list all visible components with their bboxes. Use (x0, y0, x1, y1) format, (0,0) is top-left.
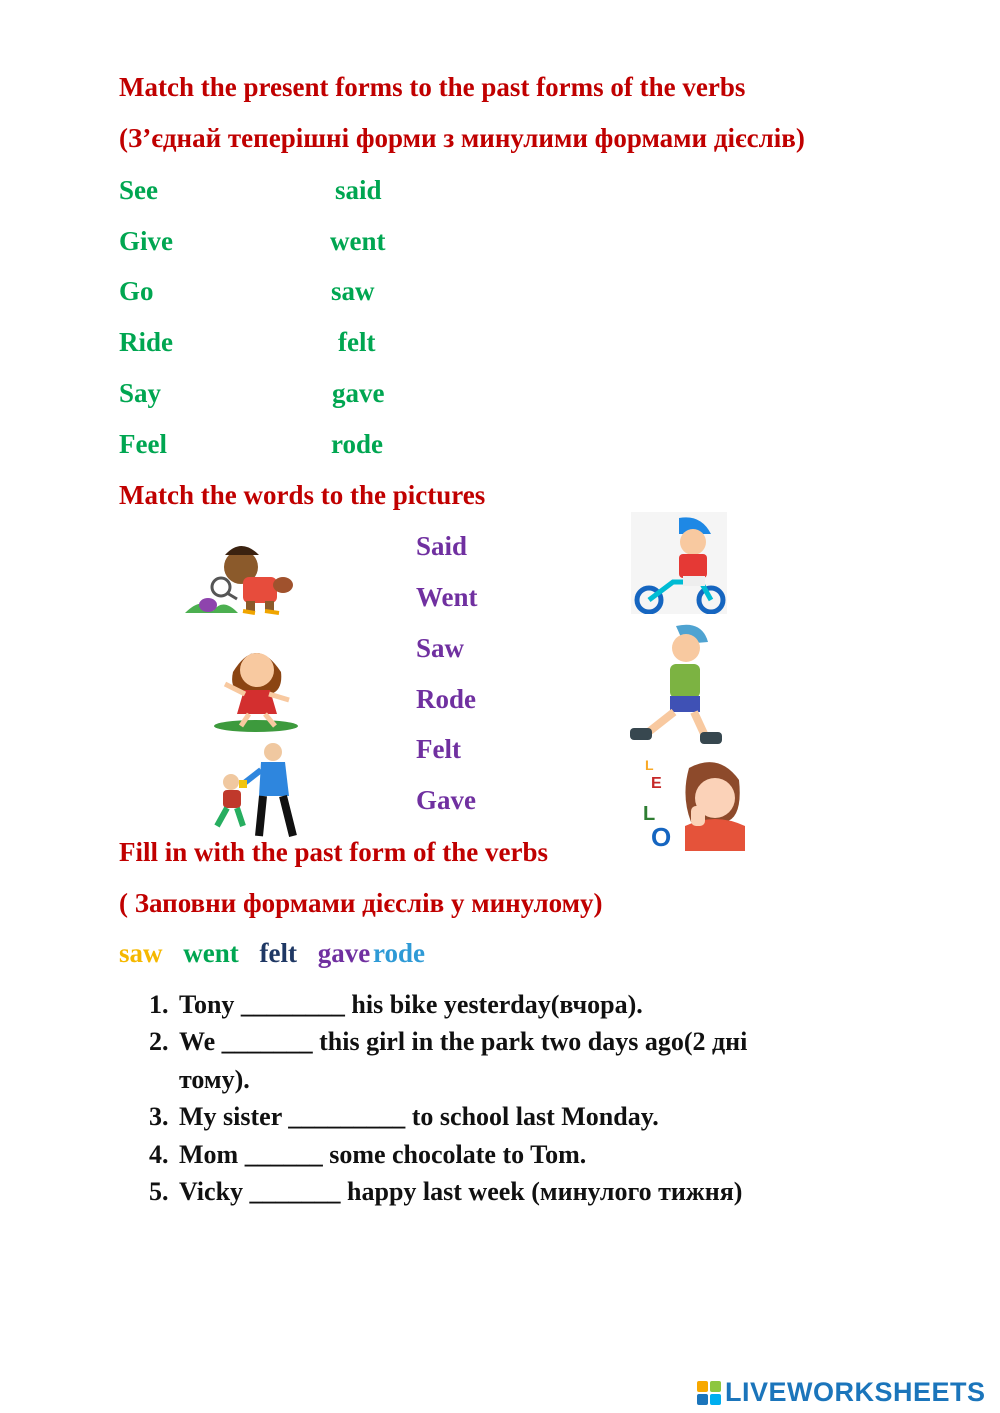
letter-l-top: L (645, 757, 654, 773)
present-verb[interactable]: Ride (119, 327, 173, 357)
past-verb[interactable]: rode (331, 429, 383, 459)
man-giving-child-picture[interactable] (203, 740, 305, 840)
letter-o: O (651, 822, 672, 851)
sentence-number: 5. (149, 1177, 169, 1206)
word-bank-item: rode (372, 938, 425, 968)
happy-girl-picture[interactable] (211, 634, 301, 734)
present-verb[interactable]: Feel (119, 429, 167, 459)
sentence-text: Tony ________ his bike yesterday(вчора). (179, 990, 643, 1019)
sentence-text: Mom ______ some chocolate to Tom. (179, 1140, 587, 1169)
word-bank-item: felt (259, 938, 297, 968)
letter-e: E (651, 775, 662, 792)
section3-subtitle: ( Заповни формами дієслів у минулому) (119, 888, 603, 918)
sentence-number: 3. (149, 1102, 169, 1131)
boy-riding-bike-picture[interactable] (631, 512, 727, 614)
past-verb[interactable]: gave (332, 378, 385, 408)
past-verb[interactable]: said (335, 175, 382, 205)
boy-walking-picture[interactable] (624, 620, 724, 752)
present-verb[interactable]: Go (119, 276, 154, 306)
letter-l: L (643, 803, 656, 825)
boy-magnifier-picture[interactable] (183, 525, 298, 617)
sentence-text: We _______ this girl in the park two days ago(2 дні (179, 1027, 748, 1056)
section1-title: Match the present forms to the past forms of the verbs (119, 72, 746, 102)
present-verb[interactable]: See (119, 175, 158, 205)
section3-title: Fill in with the past form of the verbs (119, 837, 548, 867)
past-verb[interactable]: went (330, 226, 386, 256)
liveworksheets-logo[interactable] (697, 1377, 986, 1408)
section2-title: Match the words to the pictures (119, 480, 486, 510)
past-verb[interactable]: felt (338, 327, 376, 357)
girl-shouting-picture[interactable] (641, 756, 745, 851)
sentence-number: 2. (149, 1027, 169, 1056)
match-word[interactable]: Felt (416, 734, 461, 764)
section1-subtitle: (З’єднай теперішні форми з минулими формами дієслів) (119, 123, 805, 153)
sentence-text: Vicky _______ happy last week (минулого тижня) (179, 1177, 743, 1206)
brand-name: LIVEWORKSHEETS (725, 1377, 986, 1407)
sentence-text: My sister _________ to school last Monday. (179, 1102, 659, 1131)
sentence-number: 1. (149, 990, 169, 1019)
match-word[interactable]: Rode (416, 684, 476, 714)
present-verb[interactable]: Give (119, 226, 173, 256)
word-bank-item: went (183, 938, 239, 968)
match-word[interactable]: Gave (416, 785, 476, 815)
match-word[interactable]: Saw (416, 633, 465, 663)
past-verb[interactable]: saw (331, 276, 375, 306)
word-bank (119, 938, 439, 969)
present-verb[interactable]: Say (119, 378, 162, 408)
sentence-text: тому). (179, 1065, 250, 1094)
word-bank-item: saw (119, 938, 163, 968)
word-bank-item: gave (317, 938, 371, 968)
logo-mark-icon (697, 1381, 721, 1405)
match-word[interactable]: Went (416, 582, 478, 612)
sentence-number: 4. (149, 1140, 169, 1169)
match-word[interactable]: Said (416, 531, 468, 561)
